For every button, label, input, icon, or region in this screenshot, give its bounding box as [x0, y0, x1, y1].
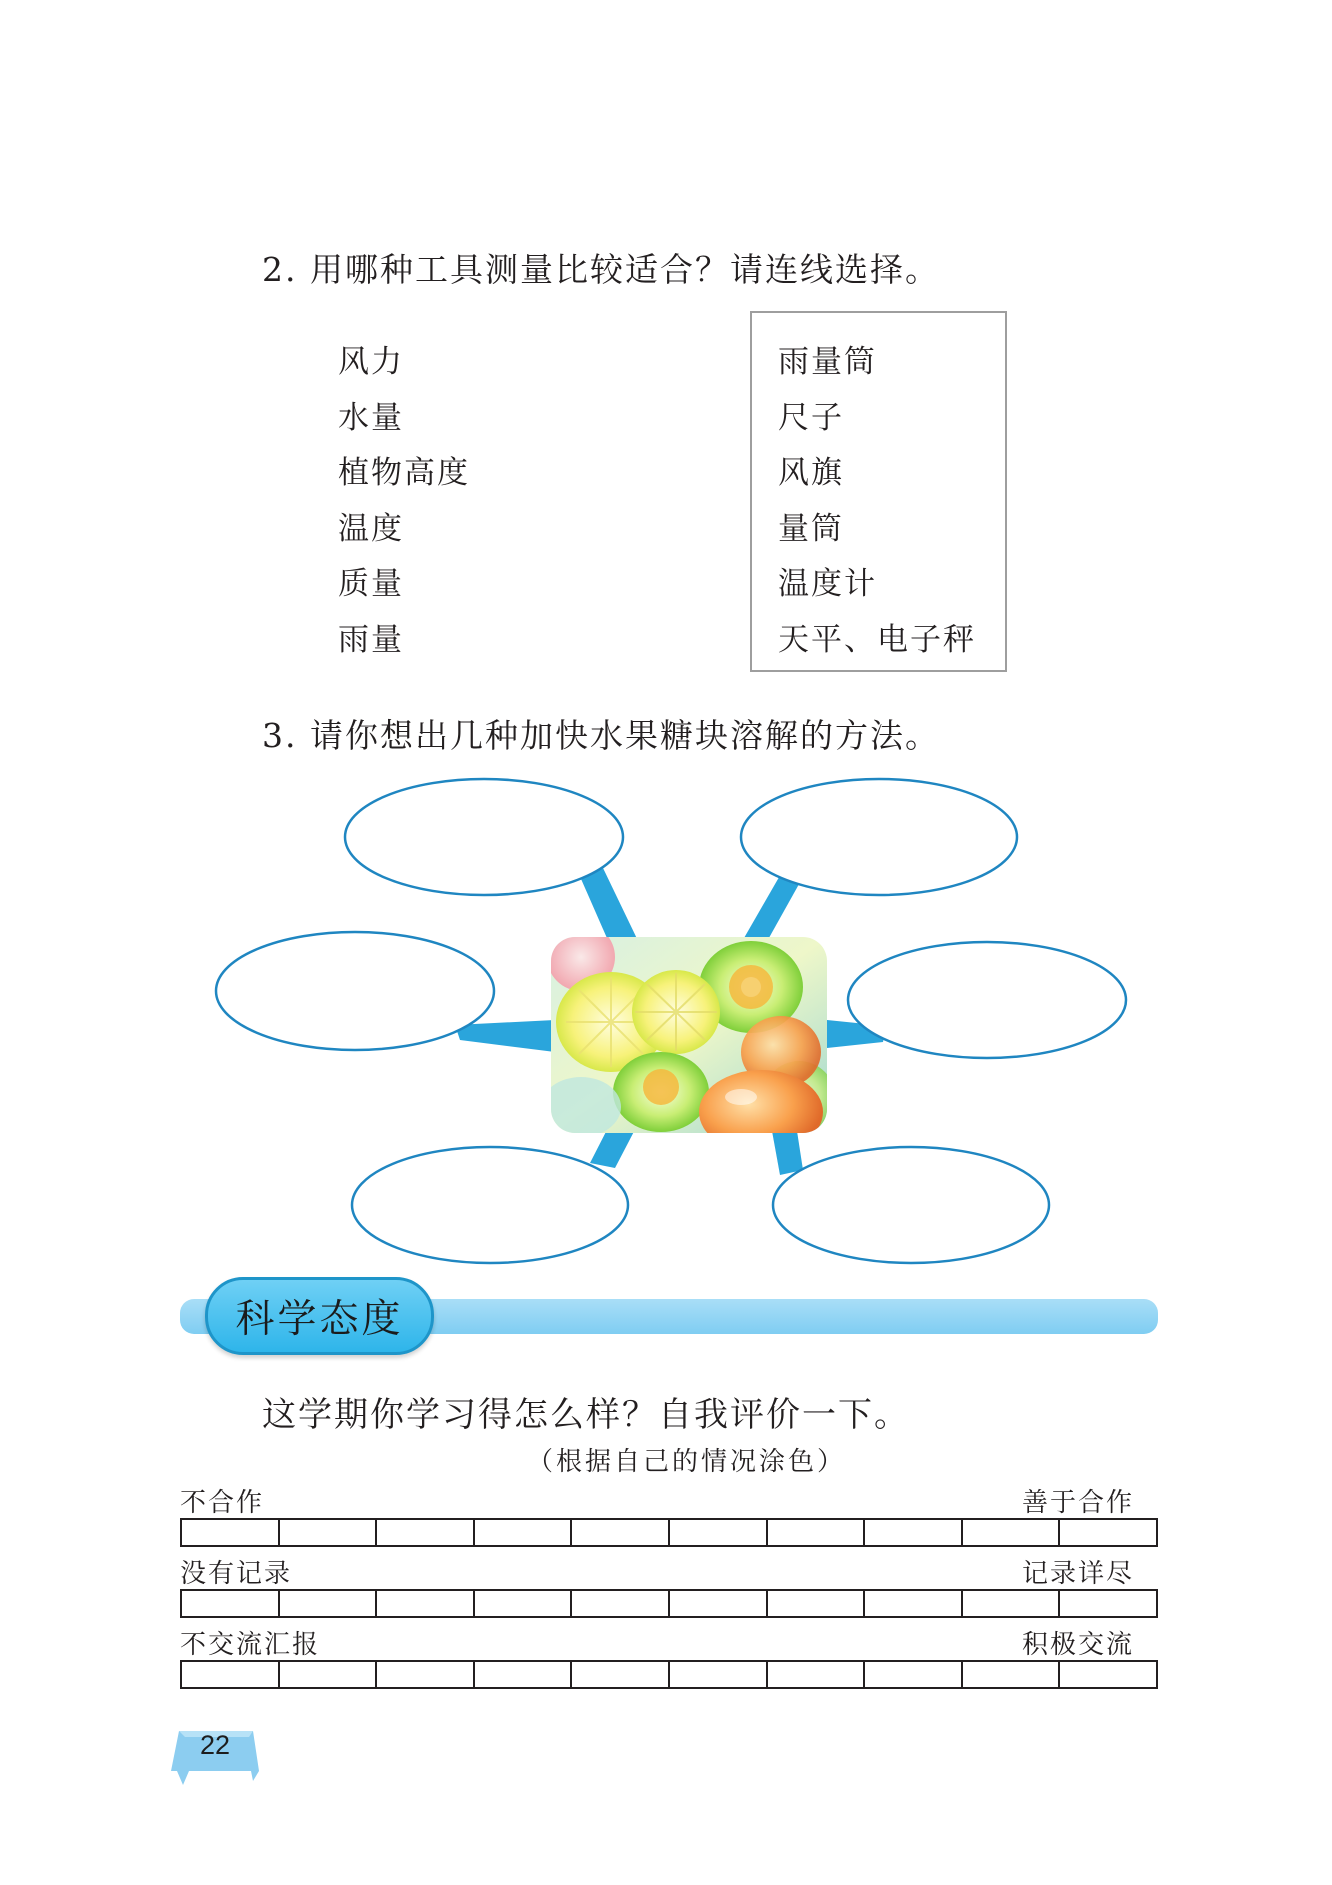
quantity-item[interactable]: 植物高度 [338, 455, 470, 491]
row-1-left-label: 不合作 [180, 1488, 265, 1518]
section-title: 科学态度 [235, 1297, 404, 1342]
scale-cell[interactable] [1060, 1520, 1156, 1545]
row-2-right-label: 记录详尽 [1022, 1559, 1135, 1589]
scale-cell[interactable] [670, 1520, 768, 1545]
scale-cell[interactable] [768, 1591, 866, 1616]
tool-item[interactable]: 温度计 [778, 566, 877, 602]
question-2-title: 2. 用哪种工具测量比较适合？请连线选择。 [262, 250, 940, 289]
fruit-candy-photo [551, 937, 827, 1133]
quantity-item[interactable]: 水量 [338, 399, 404, 436]
scale-cell[interactable] [963, 1662, 1061, 1687]
scale-cell[interactable] [377, 1520, 475, 1545]
evaluation-prompt: 这学期你学习得怎么样？自我评价一下。 [262, 1395, 910, 1435]
scale-cell[interactable] [377, 1662, 475, 1687]
tool-item[interactable]: 雨量筒 [778, 344, 877, 380]
section-title-badge [205, 1277, 434, 1355]
answer-bubble-2[interactable] [741, 779, 1017, 895]
record-scale [180, 1589, 1158, 1618]
scale-cell[interactable] [280, 1662, 378, 1687]
row-1-right-label: 善于合作 [1022, 1488, 1135, 1518]
tool-item[interactable]: 风旗 [778, 455, 844, 491]
tool-item[interactable]: 天平、电子秤 [778, 621, 976, 658]
answer-bubble-1[interactable] [345, 779, 623, 895]
scale-cell[interactable] [963, 1520, 1061, 1545]
row-3-left-label: 不交流汇报 [180, 1630, 321, 1660]
quantity-item[interactable]: 风力 [338, 344, 404, 380]
scale-cell[interactable] [670, 1662, 768, 1687]
connector-top-left [578, 868, 640, 945]
scale-cell[interactable] [182, 1662, 280, 1687]
question-3-title: 3. 请你想出几种加快水果糖块溶解的方法。 [262, 716, 940, 755]
scale-cell[interactable] [1060, 1591, 1156, 1616]
tool-item[interactable]: 量筒 [778, 510, 844, 547]
scale-cell[interactable] [865, 1662, 963, 1687]
page-number: 22 [200, 1730, 231, 1760]
scale-cell[interactable] [475, 1520, 573, 1545]
scale-cell[interactable] [475, 1591, 573, 1616]
cooperation-scale [180, 1518, 1158, 1547]
quantity-item[interactable]: 雨量 [338, 621, 404, 658]
scale-cell[interactable] [377, 1591, 475, 1616]
answer-bubble-3[interactable] [216, 932, 494, 1050]
scale-cell[interactable] [865, 1591, 963, 1616]
scale-cell[interactable] [280, 1520, 378, 1545]
scale-cell[interactable] [572, 1591, 670, 1616]
evaluation-note: （根据自己的情况涂色） [527, 1447, 847, 1477]
scale-cell[interactable] [768, 1662, 866, 1687]
scale-cell[interactable] [280, 1591, 378, 1616]
scale-cell[interactable] [182, 1591, 280, 1616]
quantity-item[interactable]: 质量 [338, 566, 404, 602]
quantity-item[interactable]: 温度 [338, 510, 404, 547]
scale-cell[interactable] [475, 1662, 573, 1687]
scale-cell[interactable] [865, 1520, 963, 1545]
row-2-left-label: 没有记录 [180, 1559, 293, 1589]
scale-cell[interactable] [963, 1591, 1061, 1616]
tool-item[interactable]: 尺子 [778, 399, 844, 436]
scale-cell[interactable] [572, 1662, 670, 1687]
scale-cell[interactable] [1060, 1662, 1156, 1687]
communication-scale [180, 1660, 1158, 1689]
answer-bubble-4[interactable] [848, 942, 1126, 1058]
answer-bubble-6[interactable] [773, 1147, 1049, 1263]
scale-cell[interactable] [670, 1591, 768, 1616]
scale-cell[interactable] [768, 1520, 866, 1545]
scale-cell[interactable] [182, 1520, 280, 1545]
scale-cell[interactable] [572, 1520, 670, 1545]
row-3-right-label: 积极交流 [1022, 1630, 1135, 1660]
answer-bubble-5[interactable] [352, 1147, 628, 1263]
